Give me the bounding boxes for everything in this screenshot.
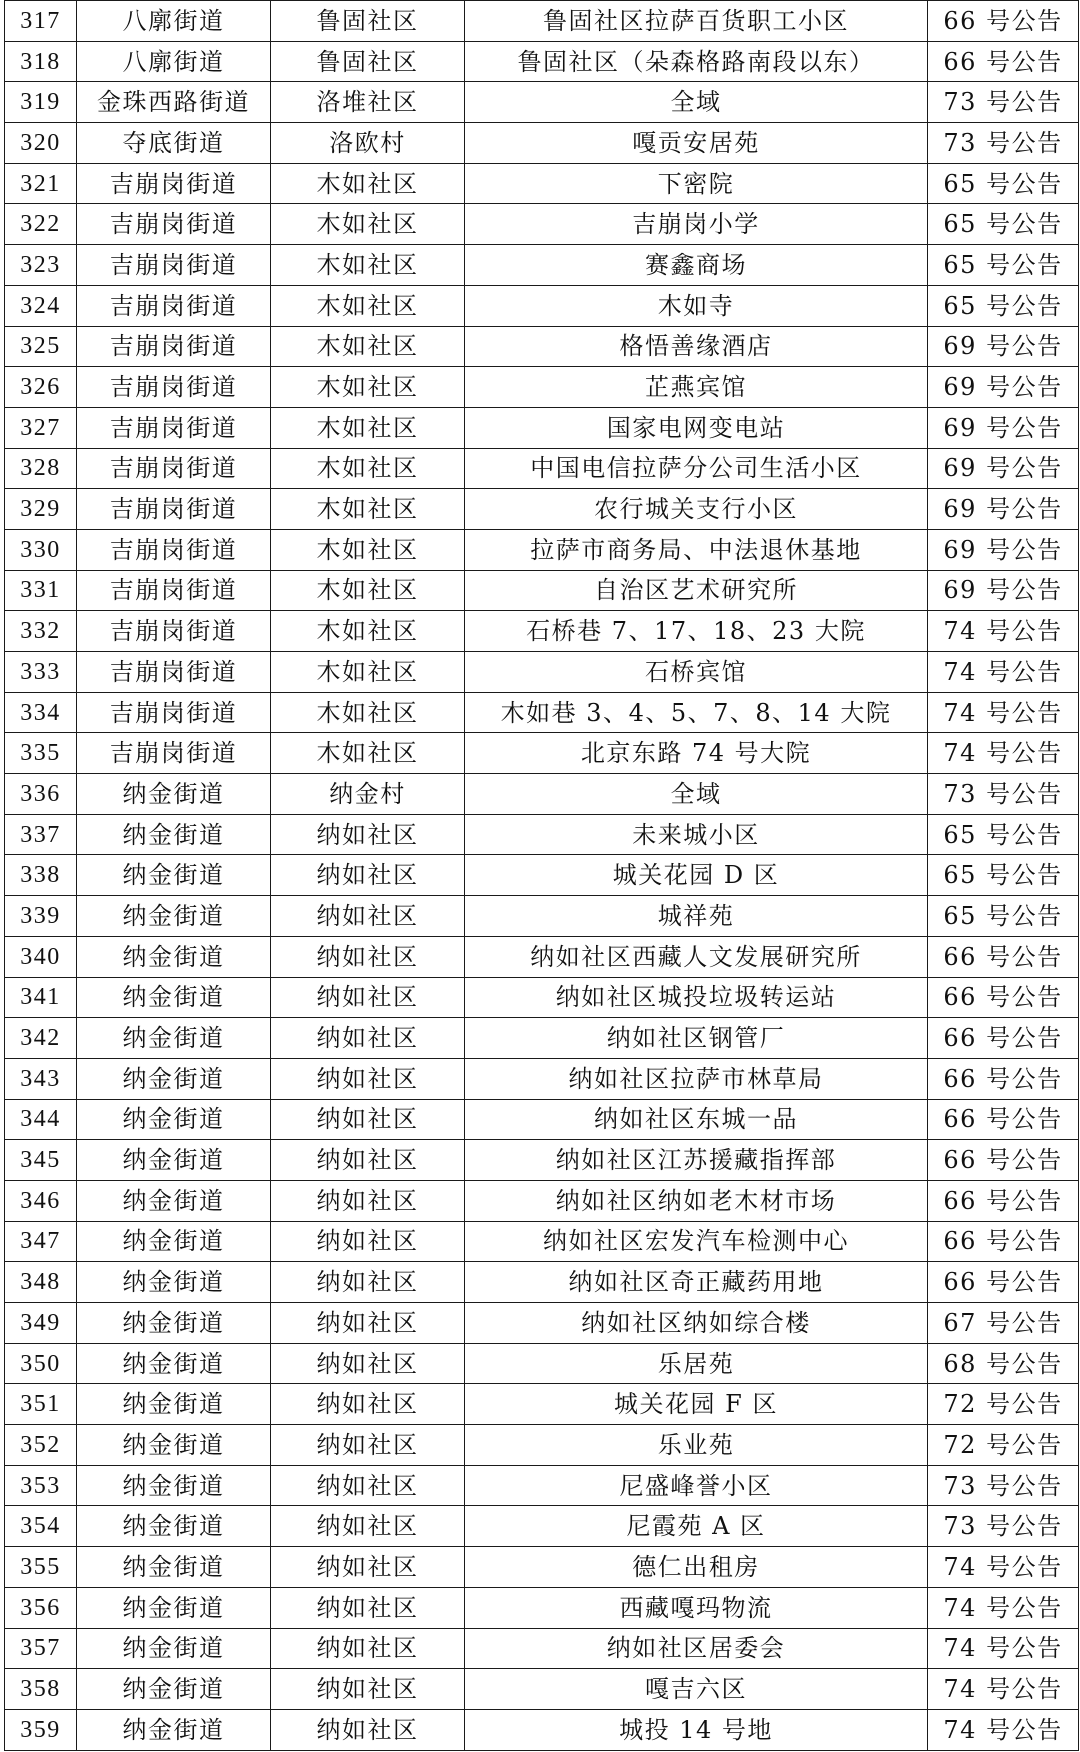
table-row	[5, 1058, 1079, 1099]
table-row	[5, 1384, 1079, 1425]
table-row	[5, 1628, 1079, 1669]
notice-cell: 74 号公告	[928, 1709, 1079, 1750]
notice-cell: 74 号公告	[928, 611, 1079, 652]
table-row	[5, 1, 1079, 42]
place-cell: 尼盛峰誉小区	[465, 1465, 928, 1506]
community-cell: 纳如社区	[271, 1180, 465, 1221]
place-cell: 中国电信拉萨分公司生活小区	[465, 448, 928, 489]
street-cell: 纳金街道	[77, 1262, 271, 1303]
row-number-cell: 331	[5, 570, 77, 611]
notice-cell: 65 号公告	[928, 896, 1079, 937]
row-number-cell: 328	[5, 448, 77, 489]
notice-cell: 66 号公告	[928, 1221, 1079, 1262]
place-cell: 纳如社区纳如老木材市场	[465, 1180, 928, 1221]
place-cell: 石桥宾馆	[465, 652, 928, 693]
street-cell: 吉崩岗街道	[77, 163, 271, 204]
table-row	[5, 1506, 1079, 1547]
street-cell: 吉崩岗街道	[77, 489, 271, 530]
street-cell: 吉崩岗街道	[77, 326, 271, 367]
community-cell: 纳金村	[271, 774, 465, 815]
place-cell: 自治区艺术研究所	[465, 570, 928, 611]
notice-cell: 69 号公告	[928, 448, 1079, 489]
row-number-cell: 327	[5, 407, 77, 448]
table-row	[5, 1669, 1079, 1710]
table-row	[5, 489, 1079, 530]
row-number-cell: 351	[5, 1384, 77, 1425]
notice-cell: 66 号公告	[928, 1140, 1079, 1181]
place-cell: 纳如社区纳如综合楼	[465, 1303, 928, 1344]
community-cell: 纳如社区	[271, 936, 465, 977]
place-cell: 鲁固社区拉萨百货职工小区	[465, 1, 928, 42]
row-number-cell: 347	[5, 1221, 77, 1262]
place-cell: 国家电网变电站	[465, 407, 928, 448]
street-cell: 纳金街道	[77, 774, 271, 815]
row-number-cell: 341	[5, 977, 77, 1018]
community-cell: 纳如社区	[271, 855, 465, 896]
notice-cell: 69 号公告	[928, 489, 1079, 530]
street-cell: 纳金街道	[77, 1547, 271, 1588]
street-cell: 吉崩岗街道	[77, 407, 271, 448]
table-row	[5, 814, 1079, 855]
table-row	[5, 82, 1079, 123]
table-row	[5, 855, 1079, 896]
notice-cell: 68 号公告	[928, 1343, 1079, 1384]
row-number-cell: 348	[5, 1262, 77, 1303]
notice-cell: 65 号公告	[928, 163, 1079, 204]
notice-cell: 65 号公告	[928, 855, 1079, 896]
row-number-cell: 334	[5, 692, 77, 733]
place-cell: 全域	[465, 774, 928, 815]
community-cell: 木如社区	[271, 529, 465, 570]
community-cell: 木如社区	[271, 652, 465, 693]
table-row	[5, 774, 1079, 815]
community-cell: 木如社区	[271, 204, 465, 245]
community-cell: 纳如社区	[271, 1058, 465, 1099]
notice-cell: 66 号公告	[928, 1180, 1079, 1221]
row-number-cell: 330	[5, 529, 77, 570]
community-cell: 纳如社区	[271, 1465, 465, 1506]
table-row	[5, 1709, 1079, 1750]
place-cell: 纳如社区江苏援藏指挥部	[465, 1140, 928, 1181]
community-cell: 纳如社区	[271, 1099, 465, 1140]
community-cell: 纳如社区	[271, 1303, 465, 1344]
row-number-cell: 353	[5, 1465, 77, 1506]
table-row	[5, 1262, 1079, 1303]
notice-cell: 67 号公告	[928, 1303, 1079, 1344]
street-cell: 纳金街道	[77, 1465, 271, 1506]
community-cell: 木如社区	[271, 448, 465, 489]
street-cell: 纳金街道	[77, 1343, 271, 1384]
community-cell: 纳如社区	[271, 1384, 465, 1425]
street-cell: 吉崩岗街道	[77, 367, 271, 408]
place-cell: 乐居苑	[465, 1343, 928, 1384]
street-cell: 吉崩岗街道	[77, 285, 271, 326]
place-cell: 西藏嘎玛物流	[465, 1587, 928, 1628]
notice-cell: 74 号公告	[928, 733, 1079, 774]
place-cell: 纳如社区西藏人文发展研究所	[465, 936, 928, 977]
place-cell: 拉萨市商务局、中法退休基地	[465, 529, 928, 570]
place-cell: 农行城关支行小区	[465, 489, 928, 530]
notice-cell: 74 号公告	[928, 652, 1079, 693]
notice-cell: 66 号公告	[928, 1018, 1079, 1059]
row-number-cell: 335	[5, 733, 77, 774]
area-list-table	[4, 0, 1079, 1751]
row-number-cell: 329	[5, 489, 77, 530]
notice-cell: 66 号公告	[928, 1, 1079, 42]
community-cell: 纳如社区	[271, 1262, 465, 1303]
table-row	[5, 1018, 1079, 1059]
row-number-cell: 333	[5, 652, 77, 693]
street-cell: 纳金街道	[77, 855, 271, 896]
row-number-cell: 320	[5, 123, 77, 164]
notice-cell: 72 号公告	[928, 1425, 1079, 1466]
street-cell: 金珠西路街道	[77, 82, 271, 123]
row-number-cell: 324	[5, 285, 77, 326]
street-cell: 八廓街道	[77, 41, 271, 82]
street-cell: 纳金街道	[77, 896, 271, 937]
row-number-cell: 325	[5, 326, 77, 367]
notice-cell: 69 号公告	[928, 529, 1079, 570]
place-cell: 纳如社区东城一品	[465, 1099, 928, 1140]
notice-cell: 66 号公告	[928, 936, 1079, 977]
place-cell: 赛鑫商场	[465, 245, 928, 286]
street-cell: 吉崩岗街道	[77, 204, 271, 245]
street-cell: 纳金街道	[77, 1506, 271, 1547]
row-number-cell: 357	[5, 1628, 77, 1669]
row-number-cell: 337	[5, 814, 77, 855]
row-number-cell: 332	[5, 611, 77, 652]
table-row	[5, 245, 1079, 286]
notice-cell: 69 号公告	[928, 367, 1079, 408]
notice-cell: 74 号公告	[928, 1587, 1079, 1628]
place-cell: 嘎吉六区	[465, 1669, 928, 1710]
table-row	[5, 1465, 1079, 1506]
row-number-cell: 350	[5, 1343, 77, 1384]
place-cell: 乐业苑	[465, 1425, 928, 1466]
row-number-cell: 322	[5, 204, 77, 245]
table-row	[5, 163, 1079, 204]
street-cell: 吉崩岗街道	[77, 733, 271, 774]
community-cell: 纳如社区	[271, 1221, 465, 1262]
row-number-cell: 317	[5, 1, 77, 42]
place-cell: 北京东路 74 号大院	[465, 733, 928, 774]
row-number-cell: 355	[5, 1547, 77, 1588]
table-row	[5, 1140, 1079, 1181]
table-row	[5, 41, 1079, 82]
notice-cell: 65 号公告	[928, 245, 1079, 286]
row-number-cell: 343	[5, 1058, 77, 1099]
table-row	[5, 1099, 1079, 1140]
table-row	[5, 570, 1079, 611]
place-cell: 纳如社区拉萨市林草局	[465, 1058, 928, 1099]
community-cell: 纳如社区	[271, 1587, 465, 1628]
row-number-cell: 352	[5, 1425, 77, 1466]
table-row	[5, 367, 1079, 408]
table-row	[5, 936, 1079, 977]
community-cell: 鲁固社区	[271, 1, 465, 42]
place-cell: 芷燕宾馆	[465, 367, 928, 408]
street-cell: 纳金街道	[77, 814, 271, 855]
notice-cell: 69 号公告	[928, 407, 1079, 448]
notice-cell: 74 号公告	[928, 692, 1079, 733]
notice-cell: 73 号公告	[928, 123, 1079, 164]
table-row	[5, 1221, 1079, 1262]
street-cell: 吉崩岗街道	[77, 245, 271, 286]
notice-cell: 73 号公告	[928, 774, 1079, 815]
table-row	[5, 326, 1079, 367]
table-row	[5, 896, 1079, 937]
place-cell: 城关花园 D 区	[465, 855, 928, 896]
street-cell: 夺底街道	[77, 123, 271, 164]
notice-cell: 69 号公告	[928, 326, 1079, 367]
notice-cell: 74 号公告	[928, 1628, 1079, 1669]
table-row	[5, 1547, 1079, 1588]
notice-cell: 66 号公告	[928, 1099, 1079, 1140]
street-cell: 纳金街道	[77, 1140, 271, 1181]
community-cell: 木如社区	[271, 367, 465, 408]
row-number-cell: 339	[5, 896, 77, 937]
table-row	[5, 1425, 1079, 1466]
row-number-cell: 336	[5, 774, 77, 815]
community-cell: 洛堆社区	[271, 82, 465, 123]
street-cell: 纳金街道	[77, 977, 271, 1018]
place-cell: 嘎贡安居苑	[465, 123, 928, 164]
notice-cell: 72 号公告	[928, 1384, 1079, 1425]
table-row	[5, 1180, 1079, 1221]
place-cell: 城关花园 F 区	[465, 1384, 928, 1425]
notice-cell: 65 号公告	[928, 204, 1079, 245]
row-number-cell: 346	[5, 1180, 77, 1221]
community-cell: 木如社区	[271, 611, 465, 652]
street-cell: 八廓街道	[77, 1, 271, 42]
row-number-cell: 345	[5, 1140, 77, 1181]
community-cell: 木如社区	[271, 407, 465, 448]
community-cell: 纳如社区	[271, 1669, 465, 1710]
street-cell: 纳金街道	[77, 1587, 271, 1628]
place-cell: 鲁固社区（朵森格路南段以东）	[465, 41, 928, 82]
street-cell: 纳金街道	[77, 936, 271, 977]
table-row	[5, 1587, 1079, 1628]
street-cell: 纳金街道	[77, 1221, 271, 1262]
table-row	[5, 692, 1079, 733]
notice-cell: 66 号公告	[928, 1058, 1079, 1099]
table-row	[5, 1343, 1079, 1384]
row-number-cell: 319	[5, 82, 77, 123]
notice-cell: 65 号公告	[928, 814, 1079, 855]
row-number-cell: 344	[5, 1099, 77, 1140]
street-cell: 纳金街道	[77, 1180, 271, 1221]
row-number-cell: 356	[5, 1587, 77, 1628]
notice-cell: 73 号公告	[928, 1506, 1079, 1547]
community-cell: 纳如社区	[271, 1425, 465, 1466]
place-cell: 格悟善缘酒店	[465, 326, 928, 367]
street-cell: 纳金街道	[77, 1669, 271, 1710]
street-cell: 吉崩岗街道	[77, 692, 271, 733]
place-cell: 纳如社区城投垃圾转运站	[465, 977, 928, 1018]
community-cell: 木如社区	[271, 245, 465, 286]
place-cell: 德仁出租房	[465, 1547, 928, 1588]
notice-cell: 65 号公告	[928, 285, 1079, 326]
row-number-cell: 338	[5, 855, 77, 896]
community-cell: 纳如社区	[271, 977, 465, 1018]
table-row	[5, 529, 1079, 570]
place-cell: 未来城小区	[465, 814, 928, 855]
table-row	[5, 1303, 1079, 1344]
place-cell: 吉崩岗小学	[465, 204, 928, 245]
place-cell: 纳如社区宏发汽车检测中心	[465, 1221, 928, 1262]
row-number-cell: 358	[5, 1669, 77, 1710]
community-cell: 木如社区	[271, 326, 465, 367]
street-cell: 纳金街道	[77, 1058, 271, 1099]
row-number-cell: 326	[5, 367, 77, 408]
place-cell: 木如寺	[465, 285, 928, 326]
community-cell: 木如社区	[271, 733, 465, 774]
place-cell: 纳如社区居委会	[465, 1628, 928, 1669]
notice-cell: 74 号公告	[928, 1547, 1079, 1588]
row-number-cell: 359	[5, 1709, 77, 1750]
street-cell: 吉崩岗街道	[77, 611, 271, 652]
table-row	[5, 652, 1079, 693]
table-row	[5, 977, 1079, 1018]
community-cell: 纳如社区	[271, 814, 465, 855]
notice-cell: 74 号公告	[928, 1669, 1079, 1710]
place-cell: 下密院	[465, 163, 928, 204]
community-cell: 纳如社区	[271, 1140, 465, 1181]
community-cell: 纳如社区	[271, 1506, 465, 1547]
notice-cell: 66 号公告	[928, 1262, 1079, 1303]
community-cell: 鲁固社区	[271, 41, 465, 82]
notice-cell: 73 号公告	[928, 1465, 1079, 1506]
row-number-cell: 340	[5, 936, 77, 977]
street-cell: 吉崩岗街道	[77, 448, 271, 489]
table-row	[5, 123, 1079, 164]
street-cell: 纳金街道	[77, 1303, 271, 1344]
table-row	[5, 204, 1079, 245]
street-cell: 纳金街道	[77, 1099, 271, 1140]
street-cell: 纳金街道	[77, 1384, 271, 1425]
community-cell: 木如社区	[271, 163, 465, 204]
table-row	[5, 407, 1079, 448]
place-cell: 城投 14 号地	[465, 1709, 928, 1750]
community-cell: 木如社区	[271, 692, 465, 733]
community-cell: 纳如社区	[271, 1547, 465, 1588]
place-cell: 全域	[465, 82, 928, 123]
community-cell: 纳如社区	[271, 1628, 465, 1669]
notice-cell: 73 号公告	[928, 82, 1079, 123]
table-row	[5, 448, 1079, 489]
community-cell: 木如社区	[271, 489, 465, 530]
table-row	[5, 285, 1079, 326]
notice-cell: 66 号公告	[928, 41, 1079, 82]
row-number-cell: 342	[5, 1018, 77, 1059]
place-cell: 石桥巷 7、17、18、23 大院	[465, 611, 928, 652]
place-cell: 纳如社区奇正藏药用地	[465, 1262, 928, 1303]
street-cell: 纳金街道	[77, 1628, 271, 1669]
place-cell: 尼霞苑 A 区	[465, 1506, 928, 1547]
community-cell: 木如社区	[271, 570, 465, 611]
table-row	[5, 733, 1079, 774]
row-number-cell: 354	[5, 1506, 77, 1547]
community-cell: 洛欧村	[271, 123, 465, 164]
street-cell: 纳金街道	[77, 1018, 271, 1059]
row-number-cell: 321	[5, 163, 77, 204]
community-cell: 纳如社区	[271, 896, 465, 937]
notice-cell: 66 号公告	[928, 977, 1079, 1018]
community-cell: 纳如社区	[271, 1709, 465, 1750]
street-cell: 吉崩岗街道	[77, 570, 271, 611]
street-cell: 纳金街道	[77, 1425, 271, 1466]
street-cell: 纳金街道	[77, 1709, 271, 1750]
community-cell: 纳如社区	[271, 1343, 465, 1384]
row-number-cell: 318	[5, 41, 77, 82]
place-cell: 城祥苑	[465, 896, 928, 937]
notice-cell: 69 号公告	[928, 570, 1079, 611]
place-cell: 纳如社区钢管厂	[465, 1018, 928, 1059]
row-number-cell: 349	[5, 1303, 77, 1344]
table-row	[5, 611, 1079, 652]
row-number-cell: 323	[5, 245, 77, 286]
community-cell: 木如社区	[271, 285, 465, 326]
street-cell: 吉崩岗街道	[77, 652, 271, 693]
place-cell: 木如巷 3、4、5、7、8、14 大院	[465, 692, 928, 733]
community-cell: 纳如社区	[271, 1018, 465, 1059]
table-body	[5, 1, 1079, 1751]
street-cell: 吉崩岗街道	[77, 529, 271, 570]
